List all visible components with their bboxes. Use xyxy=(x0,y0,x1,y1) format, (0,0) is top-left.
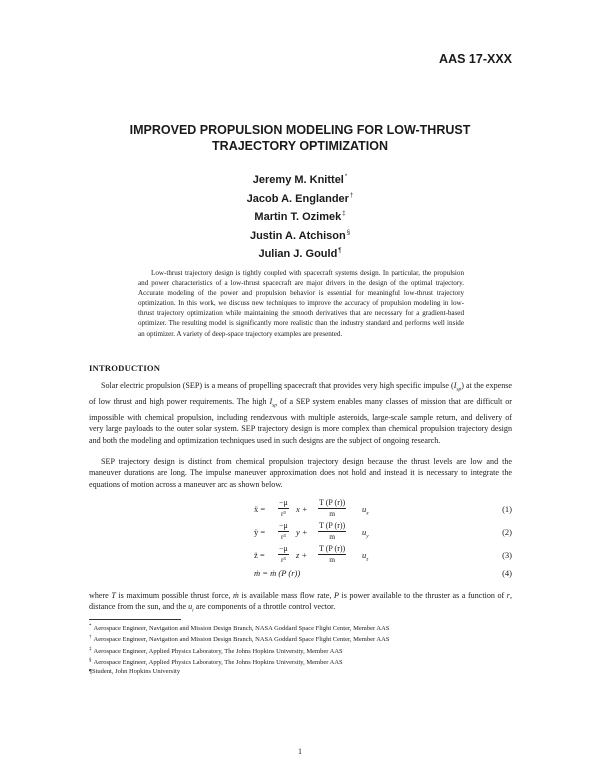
equation-1: ẍ = $\frac{-\mu}{\text{r³}}$ x + $\frac{T (P (r))}{m}$ $u_x$ (1) xyxy=(254,498,512,518)
intro-paragraph-2: SEP trajectory design is distinct from chemical propulsion trajectory design because the thrust levels are low and the maneuver durations are long. The impulse maneuver approximation does not hold and instead it is necessary to integrate the equations of motion across a maneuver arc as shown below. xyxy=(89,457,512,489)
author: Justin A. Atchison§ xyxy=(249,229,351,242)
title-line: IMPROVED PROPULSION MODELING FOR LOW-THRUST xyxy=(129,123,471,137)
equation-2: ÿ = $\frac{-\mu}{\text{r³}}$ y + $\frac{T (P (r))}{m}$ $u_y$ (2) xyxy=(254,521,512,541)
section-heading: INTRODUCTION xyxy=(89,363,161,373)
intro-paragraph-3: where T is maximum possible thrust force, ṁ is available mass flow rate, P is power available to the thruster as a function of r, distance from the sun, and the $u_i$ are components of a throttle control vector. xyxy=(89,591,512,615)
paper-title xyxy=(0,122,600,154)
footnote: † Aerospace Engineer, Navigation and Mission Design Branch, NASA Goddard Space Flight Center, Member AAS xyxy=(89,635,390,644)
footnotes xyxy=(89,622,512,676)
author: Martin T. Ozimek‡ xyxy=(254,211,346,223)
author: Julian J. Gould¶ xyxy=(258,248,342,260)
document-number: AAS 17-XXX xyxy=(439,52,512,66)
author: Jacob A. Englander† xyxy=(246,192,354,205)
footnote: ‡ Aerospace Engineer, Applied Physics Laboratory, The Johns Hopkins University, Member AAS xyxy=(89,646,343,655)
author-list xyxy=(0,170,600,263)
footnote: * Aerospace Engineer, Navigation and Mission Design Branch, NASA Goddard Space Flight Center, Member AAS xyxy=(89,624,390,633)
footnote: § Aerospace Engineer, Applied Physics Laboratory, The Johns Hopkins University, Member AAS xyxy=(89,657,343,666)
footnote: ¶Student, John Hopkins University xyxy=(89,668,181,675)
equation-3: z̈ = $\frac{-\mu}{\text{r³}}$ z + $\frac{T (P (r))}{m}$ $u_z$ (3) xyxy=(254,544,512,564)
footnote-divider xyxy=(89,619,181,620)
equation-4: ṁ = ṁ (P (r)) (4) xyxy=(254,568,512,578)
author: Jeremy M. Knittel* xyxy=(252,174,348,186)
abstract xyxy=(138,268,464,339)
page-number: 1 xyxy=(298,747,302,756)
title-line: TRAJECTORY OPTIMIZATION xyxy=(212,139,388,153)
abstract-text: Low-thrust trajectory design is tightly coupled with spacecraft systems design. In particular, the propulsion and power characteristics of a low-thrust spacecraft are major drivers in the design of the optimal trajectory. Accurate modeling of the power and propulsion behavior is essential for meaningful low-thrust trajectory optimization. In this work, we discuss new techniques to improve the accuracy of propulsion modeling in low-thrust trajectory optimization while maintaining the smooth derivatives that are necessary for a gradient-based optimizer. The resulting model is significantly more realistic than the industry standard and performs well inside an optimizer. A variety of deep-space trajectory examples are presented. xyxy=(138,269,464,338)
intro-paragraph-1: Solar electric propulsion (SEP) is a means of propelling spacecraft that provides very high specific impulse $(I_{sp})$ at the expense of low thrust and high power requirements. The high $I_{sp}$ of a SEP system enables many classes of mission that are difficult or impossible with chemical propulsion, including rendezvous with multiple asteroids, large-scale sample return, and delivery of very large payloads to the outer solar system. SEP trajectory design is more complex than chemical propulsion trajectory design and both the modeling and optimization techniques used in such designs are the subject of ongoing research. xyxy=(89,381,513,445)
